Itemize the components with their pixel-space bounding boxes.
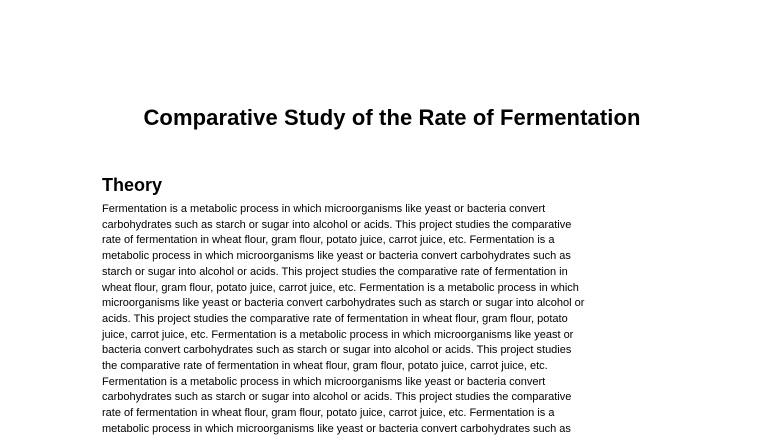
paragraph-line: rate of fermentation in wheat flour, gram flour, potato juice, carrot juice, etc. Fermentation is a bbox=[102, 407, 555, 420]
paragraph-line: carbohydrates such as starch or sugar into alcohol or acids. This project studies the comparative bbox=[102, 391, 572, 404]
paragraph-line: Fermentation is a metabolic process in which microorganisms like yeast or bacteria convert bbox=[102, 203, 546, 215]
paragraph-line: rate of fermentation in wheat flour, gram flour, potato juice, carrot juice, etc. Fermentation is a bbox=[102, 234, 555, 247]
paragraph-line: wheat flour, gram flour, potato juice, carrot juice, etc. Fermentation is a metabolic process in which bbox=[102, 281, 579, 294]
paragraph-line: acids. This project studies the comparative rate of fermentation in wheat flour, gram flour, potato bbox=[102, 312, 568, 325]
theory-paragraph bbox=[102, 202, 692, 438]
section-heading-theory: Theory bbox=[102, 175, 163, 195]
paragraph-line: metabolic process in which microorganisms like yeast or bacteria convert carbohydrates such as bbox=[102, 250, 571, 263]
paragraph-line: juice, carrot juice, etc. Fermentation is a metabolic process in which microorganisms like yeast or bbox=[102, 328, 574, 341]
paragraph-line: Fermentation is a metabolic process in which microorganisms like yeast or bacteria convert bbox=[102, 375, 546, 388]
document-title: Comparative Study of the Rate of Fermentation bbox=[143, 105, 641, 130]
paragraph-line: starch or sugar into alcohol or acids. This project studies the comparative rate of fermentation in bbox=[102, 265, 568, 278]
paragraph-line: metabolic process in which microorganisms like yeast or bacteria convert carbohydrates such as bbox=[102, 422, 571, 435]
paragraph-line: the comparative rate of fermentation in wheat flour, gram flour, potato juice, carrot juice, etc. bbox=[102, 360, 548, 373]
paragraph-line: carbohydrates such as starch or sugar into alcohol or acids. This project studies the comparative bbox=[102, 218, 572, 231]
paragraph-line: bacteria convert carbohydrates such as starch or sugar into alcohol or acids. This project studies bbox=[102, 344, 572, 357]
paragraph-line: microorganisms like yeast or bacteria convert carbohydrates such as starch or sugar into alcohol or bbox=[102, 297, 585, 310]
